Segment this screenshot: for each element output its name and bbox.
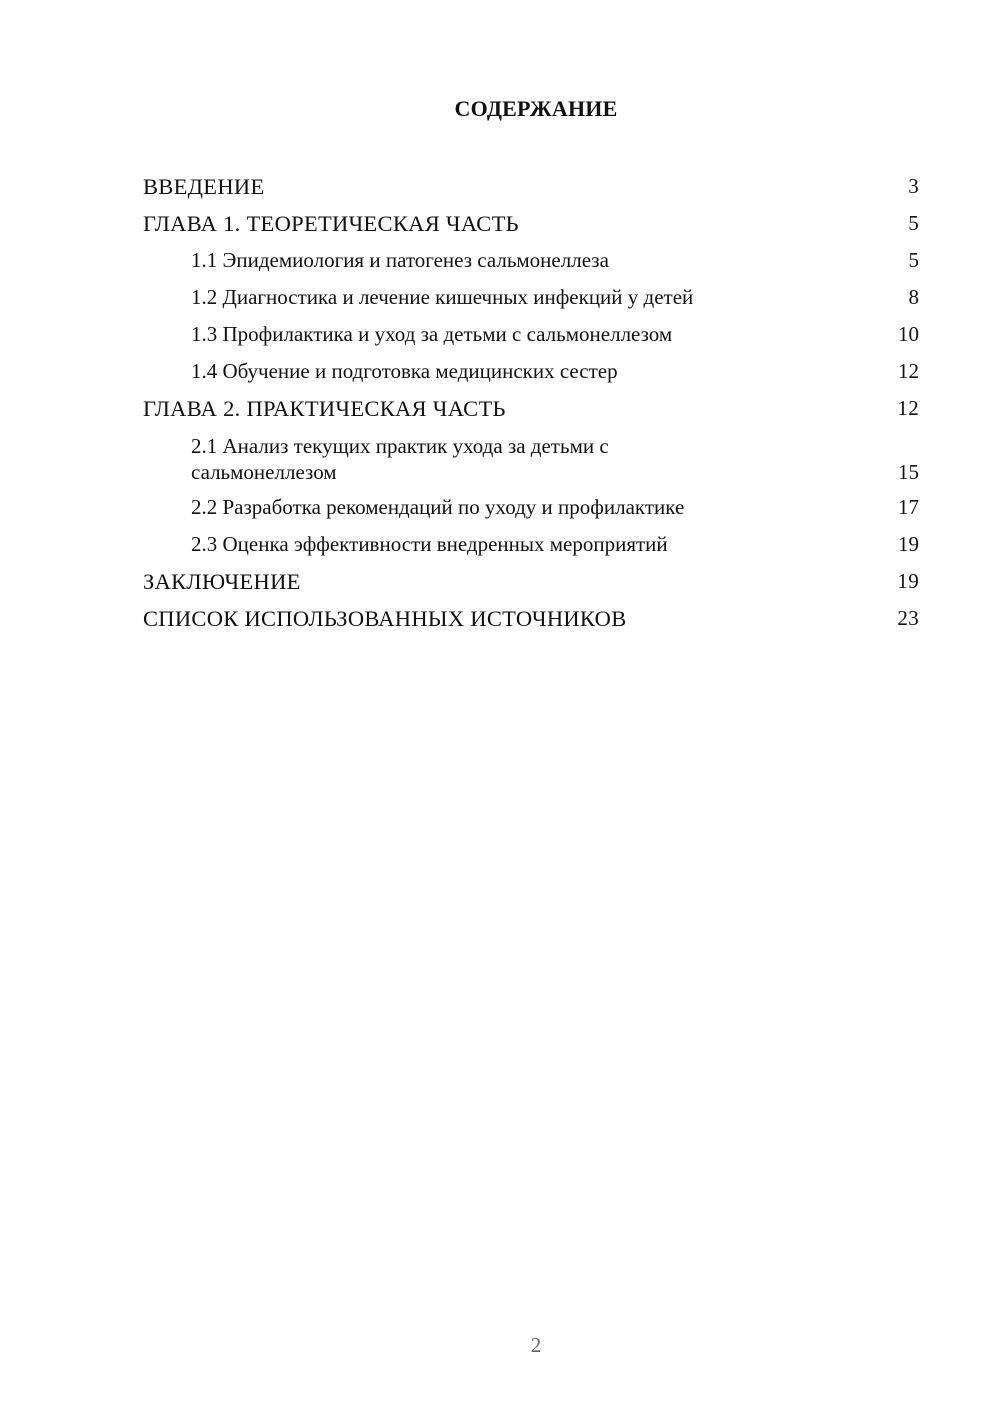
toc-entry-label: 1.3 Профилактика и уход за детьми с сальмонеллезом (191, 322, 673, 346)
toc-entry-page: 10 (898, 322, 919, 346)
toc-entry-page: 8 (908, 285, 919, 309)
page-number: 2 (530, 1333, 542, 1357)
toc-entry-references[interactable] (143, 600, 919, 637)
toc-entry-label: ЗАКЛЮЧЕНИЕ (143, 569, 301, 594)
toc-entry-section-1-2[interactable] (143, 279, 919, 316)
toc-entry-conclusion[interactable] (143, 563, 919, 600)
toc-entry-page: 17 (898, 495, 919, 519)
toc-entry-page: 12 (898, 359, 919, 383)
toc-entry-page: 19 (898, 532, 919, 556)
toc-entry-section-1-4[interactable] (143, 353, 919, 390)
toc-entry-label: 2.2 Разработка рекомендаций по уходу и профилактике (191, 495, 685, 519)
toc-entry-label: 1.4 Обучение и подготовка медицинских сестер (191, 359, 618, 383)
toc-entry-label: 1.1 Эпидемиология и патогенез сальмонеллеза (191, 248, 609, 272)
toc-entry-page: 23 (897, 606, 919, 630)
toc-entry-chapter-1[interactable] (143, 205, 919, 242)
toc-entry-chapter-2[interactable] (143, 390, 919, 427)
toc-entry-page: 5 (908, 211, 919, 235)
toc-entry-page: 3 (908, 174, 919, 198)
toc-entry-section-1-3[interactable] (143, 316, 919, 353)
toc-entry-page: 12 (897, 396, 919, 420)
toc-entry-label: 1.2 Диагностика и лечение кишечных инфекций у детей (191, 285, 694, 309)
toc-entry-section-1-1[interactable] (143, 242, 919, 279)
toc-entry-label: ГЛАВА 2. ПРАКТИЧЕСКАЯ ЧАСТЬ (143, 396, 506, 421)
toc-entry-label: СПИСОК ИСПОЛЬЗОВАННЫХ ИСТОЧНИКОВ (143, 606, 627, 631)
toc-entry-section-2-3[interactable] (143, 526, 919, 563)
table-of-contents (143, 168, 919, 637)
toc-entry-label: 2.3 Оценка эффективности внедренных мероприятий (191, 532, 668, 556)
toc-entry-introduction[interactable] (143, 168, 919, 205)
toc-entry-page: 5 (908, 248, 919, 272)
page-title: СОДЕРЖАНИЕ (454, 96, 618, 121)
toc-entry-label: ВВЕДЕНИЕ (143, 174, 265, 199)
toc-entry-page: 15 (898, 460, 919, 484)
toc-entry-label: ГЛАВА 1. ТЕОРЕТИЧЕСКАЯ ЧАСТЬ (143, 211, 519, 236)
toc-entry-section-2-1[interactable] (143, 427, 919, 489)
toc-entry-page: 19 (897, 569, 919, 593)
toc-entry-label: 2.1 Анализ текущих практик ухода за детьми с сальмонеллезом (191, 434, 609, 484)
toc-entry-section-2-2[interactable] (143, 489, 919, 526)
